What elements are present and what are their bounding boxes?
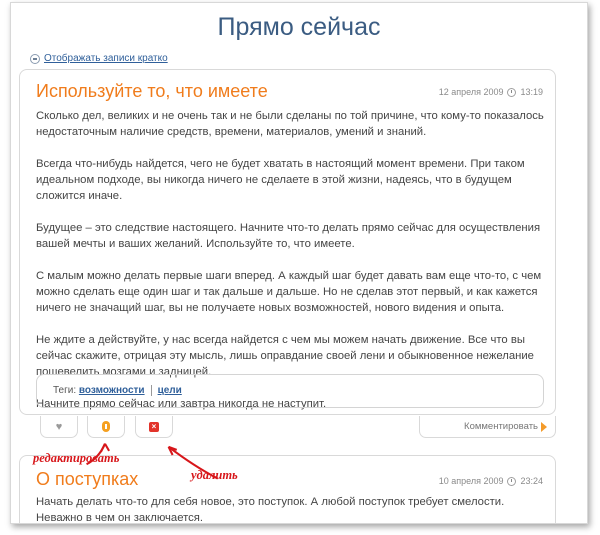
- post-date: 10 апреля 2009: [438, 476, 504, 486]
- post-paragraph: Всегда что-нибудь найдется, чего не будет хватать в настоящий момент времени. При таком идеальном подходе, вы никогда ничего не сделаете в этой жизни, надеясь, что в будущем сложится иначе.: [36, 158, 525, 202]
- comment-label: Комментировать: [464, 421, 538, 432]
- screenshot-frame: [10, 2, 588, 524]
- edit-button[interactable]: [87, 416, 125, 438]
- tags-box: [36, 374, 544, 408]
- post-title[interactable]: О поступках: [36, 469, 139, 489]
- page-title: Прямо сейчас: [217, 13, 381, 41]
- post-time: 13:19: [520, 87, 543, 97]
- tag-link[interactable]: цели: [157, 385, 182, 397]
- tag-separator: [151, 385, 152, 396]
- annotation-edit-label: редактировать: [33, 451, 120, 465]
- post-paragraph: Начать делать что-то для себя новое, это поступок. А любой поступок требует смелости. Неважно в чем он заключается.: [36, 496, 505, 524]
- show-short-label: Отображать записи кратко: [44, 53, 168, 64]
- arrow-right-icon: [541, 422, 547, 432]
- comment-button[interactable]: [419, 416, 556, 438]
- post-body: [36, 494, 546, 524]
- collapse-icon: [30, 54, 40, 64]
- post-title[interactable]: Используйте то, что имеете: [36, 81, 268, 101]
- post-paragraph: Будущее – это следствие настоящего. Начните что-то делать прямо сейчас для осуществления вашей мечты и ваших желаний. Используйте то, что имеете.: [36, 222, 541, 250]
- edit-icon: [102, 421, 110, 432]
- heart-icon: ♥: [55, 420, 63, 433]
- post-date: 12 апреля 2009: [438, 87, 504, 97]
- clock-icon: [507, 477, 516, 486]
- post-card: [19, 69, 556, 415]
- clock-icon: [507, 88, 516, 97]
- post-paragraph: Начните прямо сейчас или завтра никогда не наступит.: [36, 398, 327, 410]
- tags-label: Теги:: [53, 385, 77, 397]
- post-meta: [439, 87, 543, 97]
- show-short-toggle[interactable]: [30, 53, 168, 64]
- delete-icon: ×: [149, 422, 159, 432]
- delete-button[interactable]: [135, 416, 173, 438]
- post-meta: [439, 476, 543, 486]
- post-time: 23:24: [520, 476, 543, 486]
- post-paragraph: Не ждите а действуйте, у нас всегда найдется с чем мы можем начать движение. Все что вы сейчас скажите, отрицая эту мысль, лишь оправдание своей лени и обыкновенное нежелание пошевелить мозгами и задницей.: [36, 334, 534, 378]
- post-paragraph: С малым можно делать первые шаги вперед. А каждый шаг будет давать вам еще что-то, с чем можно сделать еще один шаг и так дальше и дальше. Но не сделав этот первый, и как кажется ничего не значащий шаг, вы не получаете новых возможностей, нового видения и опыта.: [36, 270, 542, 314]
- tag-link[interactable]: возможности: [78, 385, 145, 397]
- post-paragraph: Сколько дел, великих и не очень так и не были сделаны по той причине, что кому-то показалось недостаточным наличие средств, времени, материалов, умений и знаний.: [36, 110, 544, 138]
- annotation-delete-label: удалить: [191, 468, 238, 482]
- like-button[interactable]: [40, 416, 78, 438]
